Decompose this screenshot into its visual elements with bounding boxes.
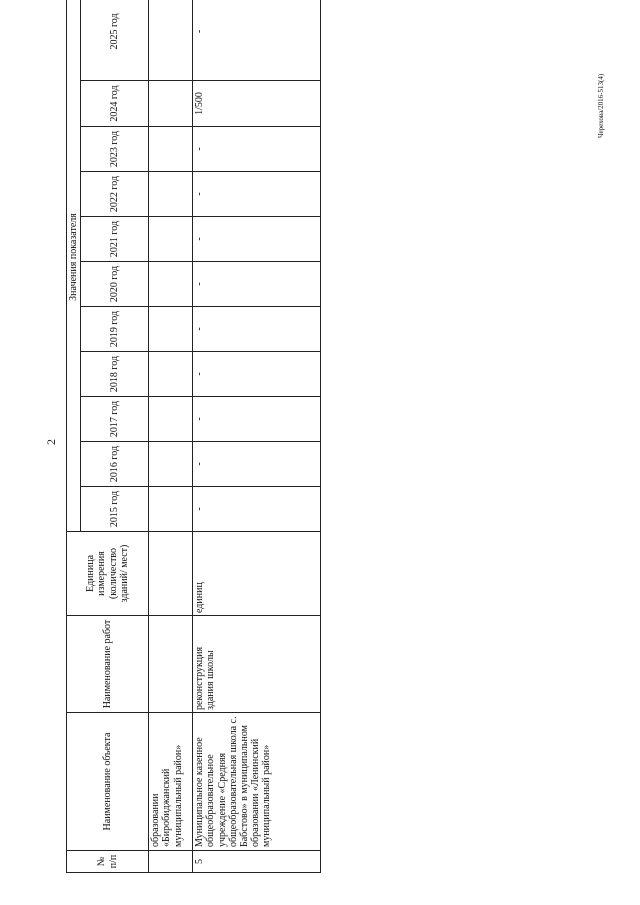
table-row — [149, 0, 193, 873]
row-value: 1/500 — [193, 81, 321, 127]
row-value — [149, 172, 193, 217]
row-value — [149, 127, 193, 172]
header-year: 2018 год — [81, 352, 149, 397]
row-object-name: образовании «Биробиджанский муниципальный район» — [149, 713, 193, 851]
header-year: 2017 год — [81, 397, 149, 442]
header-year: 2016 год — [81, 442, 149, 487]
row-value — [149, 81, 193, 127]
header-year: 2020 год — [81, 262, 149, 307]
row-value — [149, 307, 193, 352]
page-number: 2 — [44, 439, 58, 445]
header-work-name: Наименование работ — [67, 616, 149, 713]
indicator-table-frame — [66, 13, 321, 873]
row-value: - — [193, 487, 321, 532]
header-year: 2021 год — [81, 217, 149, 262]
row-value: - — [193, 397, 321, 442]
row-value — [149, 442, 193, 487]
header-unit: Единица измерения (количество зданий/ мест) — [67, 532, 149, 616]
row-unit — [149, 532, 193, 616]
row-value: - — [193, 172, 321, 217]
header-number: № п/п — [67, 851, 149, 873]
row-number: 5 — [193, 851, 321, 873]
row-work-name — [149, 616, 193, 713]
row-value: - — [193, 262, 321, 307]
row-value — [149, 397, 193, 442]
row-value: - — [193, 217, 321, 262]
header-year: 2015 год — [81, 487, 149, 532]
row-value: - — [193, 0, 321, 81]
header-object-name: Наименование объекта — [67, 713, 149, 851]
indicator-table — [66, 0, 321, 873]
header-year: 2023 год — [81, 127, 149, 172]
row-value — [149, 0, 193, 81]
header-values-group: Значения показателя — [67, 0, 81, 532]
document-code: Черехова/2016-513(4) — [597, 73, 605, 138]
row-value — [149, 487, 193, 532]
header-year: 2019 год — [81, 307, 149, 352]
row-object-name: Муниципальное казенное общеобразовательное учреждение «Средняя общеобразовательная школа с. Бабстово» в муниципальном образовании «Ленинский муниципальный район» — [193, 713, 321, 851]
row-value: - — [193, 127, 321, 172]
row-number — [149, 851, 193, 873]
row-value — [149, 352, 193, 397]
table-row — [193, 0, 321, 873]
row-value: - — [193, 352, 321, 397]
row-value — [149, 262, 193, 307]
row-unit: единиц — [193, 532, 321, 616]
header-year: 2024 год — [81, 81, 149, 127]
header-year: 2022 год — [81, 172, 149, 217]
row-value — [149, 217, 193, 262]
row-work-name: реконструкция здания школы — [193, 616, 321, 713]
row-value: - — [193, 307, 321, 352]
header-year: 2025 год — [81, 0, 149, 81]
row-value: - — [193, 442, 321, 487]
